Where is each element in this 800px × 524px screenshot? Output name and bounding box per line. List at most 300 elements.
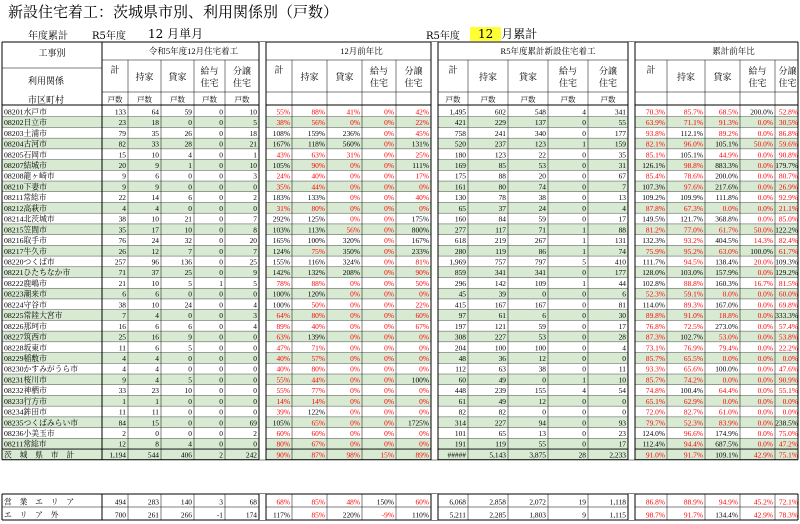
ratio-cell: 105.1% [715,139,738,149]
ratio-cell: 110% [412,510,429,520]
ratio-cell: 0% [350,278,360,288]
municipality-name: 08217牛久市 [4,246,47,256]
municipality-name: 08223潮来市 [4,289,47,299]
ratio-cell: 0.0% [757,364,773,374]
ratio-cell: 64% [276,311,290,321]
count-cell: 117 [495,225,506,235]
count-cell: 520 [454,139,466,149]
ratio-cell: 68.5% [718,107,738,117]
count-cell: 0 [188,364,192,374]
count-cell: 0 [188,429,192,439]
count-cell: 0 [253,182,257,192]
count-cell: 76 [118,236,126,246]
count-cell: 14 [151,193,159,203]
ratio-cell: 0% [384,139,394,149]
ratio-cell: 116% [308,257,325,267]
count-cell: 10 [151,150,159,160]
count-cell: 1 [582,375,586,385]
col-header-owned: 持家 [135,72,154,82]
count-cell: 169 [454,161,466,171]
col-header-employee: 住宅 [200,78,219,88]
count-cell: 61 [498,311,506,321]
count-cell: 54 [618,386,626,396]
count-cell: 26 [184,128,192,138]
ratio-cell: 93.8% [645,128,665,138]
ratio-cell: 98% [346,450,360,460]
count-cell: 81 [618,300,626,310]
ratio-cell: 65.6% [683,364,703,374]
ratio-cell: 0.0% [757,150,773,160]
ratio-cell: 78.3% [778,510,798,520]
ratio-cell: 82.4% [778,236,798,246]
ratio-cell: 72.1% [778,497,798,507]
ratio-cell: 0.0% [757,353,773,363]
ratio-cell: 91.7% [683,510,703,520]
count-cell: 0 [582,343,586,353]
ratio-cell: 90% [276,450,290,460]
count-cell: 219 [494,236,506,246]
count-cell: 22 [118,193,126,203]
count-cell: 0 [582,353,586,363]
count-cell: 340 [534,128,546,138]
count-cell: 0 [188,396,192,406]
ratio-cell: 87.8% [645,203,665,213]
ratio-cell: 0% [384,343,394,353]
ratio-cell: 0% [350,289,360,299]
count-cell: 55 [538,439,546,449]
count-cell: 0 [219,375,223,385]
count-cell: 18 [151,118,159,128]
ratio-cell: 60% [311,429,325,439]
col-header-rental: 貸家 [713,72,732,82]
ratio-cell: 126.1% [642,161,665,171]
count-cell: 4 [122,203,126,213]
ratio-cell: 122.2% [775,225,798,235]
ratio-cell: 47% [276,343,290,353]
count-cell: 0 [253,375,257,385]
count-cell: 24 [151,236,159,246]
count-cell: 602 [494,107,506,117]
ratio-cell: 71.1% [683,118,703,128]
ratio-cell: 150% [376,497,394,507]
count-cell: 0 [582,161,586,171]
ratio-cell: 0.0% [757,171,773,181]
count-cell: 49 [498,396,506,406]
ratio-cell: 100.4% [680,386,703,396]
ratio-cell: 102.8% [642,278,665,288]
count-cell: 242 [245,450,257,460]
ratio-cell: 0% [384,332,394,342]
count-cell: 10 [249,161,257,171]
count-cell: 59 [538,321,546,331]
ratio-cell: 25% [415,150,429,160]
count-cell: 136 [180,257,192,267]
count-cell: 0 [219,257,223,267]
count-cell: 6 [122,289,126,299]
ratio-cell: 45% [415,128,429,138]
ratio-cell: 52.3% [645,289,665,299]
count-cell: 0 [219,107,223,117]
group-gap [432,494,438,520]
count-cell: 10 [618,375,626,385]
count-cell: 37 [151,268,159,278]
ratio-cell: 121.7% [680,214,703,224]
municipality-name: 08210下妻市 [4,182,47,192]
ratio-cell: 0.0% [757,429,773,439]
month-label-left: 12 月単月 [148,27,204,41]
housing-starts-table [0,40,800,524]
ratio-cell: 118% [308,139,325,149]
ratio-cell: 20.0% [753,257,773,267]
ratio-cell: 91.7% [683,450,703,460]
ratio-cell: 41% [346,107,360,117]
count-cell: 82 [458,407,466,417]
col-header-sale: 住宅 [778,78,797,88]
ratio-cell: 0.0% [757,343,773,353]
ratio-cell: 80% [276,439,290,449]
count-cell: 239 [494,386,506,396]
count-cell: 22 [538,150,546,160]
ratio-cell: 55% [276,386,290,396]
count-cell: 0 [582,332,586,342]
ratio-cell: 103% [272,225,290,235]
count-cell: 1 [253,150,257,160]
count-cell: 3 [253,171,257,181]
ratio-cell: 30.5% [778,118,798,128]
count-cell: 10 [184,386,192,396]
ratio-cell: 87.3% [645,332,665,342]
ratio-cell: 22% [415,118,429,128]
count-cell: 5 [188,278,192,288]
count-cell: 121 [494,321,506,331]
ratio-cell: 560% [342,139,360,149]
ratio-cell: 91.0% [645,450,665,460]
count-cell: 0 [219,268,223,278]
count-cell: -1 [216,510,223,520]
count-cell: 0 [219,193,223,203]
count-cell: 1 [582,246,586,256]
ratio-cell: 0% [419,332,429,342]
count-cell: 55 [618,118,626,128]
count-cell: 241 [494,128,506,138]
count-cell: 16 [118,321,126,331]
ratio-cell: 109.9% [680,193,703,203]
count-cell: 0 [582,439,586,449]
ratio-cell: 200.0% [715,171,738,181]
ratio-cell: 292% [272,214,290,224]
ratio-cell: 0% [384,429,394,439]
ratio-cell: 138.4% [715,257,738,267]
ratio-cell: 52.3% [683,418,703,428]
ratio-cell: 100% [307,236,325,246]
ratio-cell: 24% [276,171,290,181]
count-cell: 0 [582,193,586,203]
count-cell: 65 [458,203,466,213]
count-cell: 0 [155,429,159,439]
municipality-name: 08229稲敷市 [4,353,47,363]
count-cell: 341 [494,268,506,278]
count-cell: 97 [458,311,466,321]
ratio-cell: 0% [350,118,360,128]
ratio-cell: 0% [384,150,394,160]
ratio-cell: 92.9% [778,193,798,203]
count-cell: 0 [188,418,192,428]
ratio-cell: 0% [384,225,394,235]
count-cell: 6 [155,321,159,331]
ratio-cell: 0.0% [757,418,773,428]
municipality-name: 08224守谷市 [4,300,47,310]
ratio-cell: 88.9% [683,497,703,507]
count-cell: 78 [498,193,506,203]
ratio-cell: 0.0% [757,311,773,321]
ratio-cell: 83.9% [718,418,738,428]
count-cell: 6 [188,321,192,331]
count-cell: 63 [498,364,506,374]
ratio-cell: 40% [276,353,290,363]
municipality-name: 08221ひたちなか市 [4,268,71,278]
count-cell: 0 [582,128,586,138]
ratio-cell: 105% [272,418,290,428]
col-header-municipality: 市区町村 [27,95,65,105]
col-header-sale: 分譲 [778,66,797,76]
count-cell: 16 [151,332,159,342]
municipality-name: 08232神栖市 [4,386,47,396]
ratio-cell: 0% [384,128,394,138]
count-cell: 11 [118,407,126,417]
count-cell: 10 [151,278,159,288]
ratio-cell: 0% [350,182,360,192]
group-gap [629,42,635,460]
ratio-cell: 94.5% [683,257,703,267]
ratio-cell: 57% [311,353,325,363]
unit-label: 戸数 [445,95,461,104]
ratio-cell: 0% [419,343,429,353]
ratio-cell: 100.0% [715,364,738,374]
col-header-usage: 利用関係 [27,76,65,86]
count-cell: 0 [219,321,223,331]
ratio-cell: 129.2% [775,268,798,278]
ratio-cell: 133% [307,193,325,203]
count-cell: 53 [538,161,546,171]
count-cell: 0 [219,386,223,396]
count-cell: 0 [582,396,586,406]
count-cell: 1 [219,278,223,288]
ratio-cell: 0% [384,118,394,128]
col-header-owned: 持家 [478,72,498,82]
count-cell: 197 [454,321,466,331]
municipality-name: 08231桜川市 [4,375,47,385]
count-cell: 59 [538,214,546,224]
count-cell: 0 [219,439,223,449]
municipality-name: 08212高萩市 [4,203,47,213]
count-cell: 20 [538,171,546,181]
count-cell: 11 [118,343,126,353]
unit-label: 戸数 [107,95,123,104]
ratio-cell: 175% [411,214,429,224]
count-cell: 0 [253,203,257,213]
count-cell: 0 [253,343,257,353]
ratio-cell: 57.4% [778,321,798,331]
count-cell: 93 [618,418,626,428]
month-label-right: 12 月累計 [470,25,537,42]
group-gap [629,494,635,520]
count-cell: 28 [578,450,586,460]
ratio-cell: 85.7% [645,375,665,385]
ratio-cell: 89% [415,450,429,460]
count-cell: 37 [498,203,506,213]
ratio-cell: 75.9% [645,246,665,256]
count-cell: 1 [155,396,159,406]
ratio-cell: 131% [411,139,429,149]
count-cell: 406 [180,450,192,460]
count-cell: 296 [454,278,466,288]
ratio-cell: 65.5% [683,353,703,363]
count-cell: 12 [151,246,159,256]
count-cell: 2,858 [489,497,506,507]
ratio-cell: 0% [384,268,394,278]
count-cell: 85 [498,161,506,171]
count-cell: 23 [151,386,159,396]
count-cell: 68 [249,497,257,507]
ratio-cell: 55% [276,375,290,385]
count-cell: 123 [534,139,546,149]
ratio-cell: 1725% [408,418,429,428]
ratio-cell: 60% [415,497,429,507]
ratio-cell: 52.8% [778,107,798,117]
count-cell: 119 [495,439,506,449]
count-cell: 20 [118,161,126,171]
ratio-cell: 63.9% [645,118,665,128]
col-header-owned: 持家 [300,72,319,82]
ratio-cell: 107.3% [642,182,665,192]
count-cell: 17 [151,225,159,235]
count-cell: 25 [118,332,126,342]
ratio-cell: 0% [384,311,394,321]
ratio-cell: 78.6% [683,171,703,181]
ratio-cell: 0.0% [757,321,773,331]
ratio-cell: 160.3% [715,278,738,288]
count-cell: 9 [122,182,126,192]
count-cell: 9 [122,171,126,181]
count-cell: 0 [622,353,626,363]
municipality-name: 08225常陸大宮市 [4,311,63,321]
count-cell: 1,969 [449,257,466,267]
ratio-cell: 93.3% [645,364,665,374]
count-cell: 0 [188,182,192,192]
count-cell: 1 [582,236,586,246]
count-cell: 100 [534,343,546,353]
count-cell: 21 [249,139,257,149]
col-header-sale: 分譲 [598,66,618,76]
group-header: 12月前年比 [340,46,383,56]
group-gap [260,494,266,520]
ratio-cell: 167% [272,139,290,149]
ratio-cell: 134.4% [715,510,738,520]
count-cell: 65 [498,429,506,439]
group-header: 累計前年比 [712,46,755,56]
ratio-cell: 77% [311,386,325,396]
count-cell: 23 [618,429,626,439]
ratio-cell: 0.0% [757,332,773,342]
ratio-cell: 0% [384,182,394,192]
ratio-cell: 55.1% [778,386,798,396]
count-cell: 13 [538,429,546,439]
fiscal-year-label-left: R5年度 [92,31,126,42]
count-cell: 4 [188,150,192,160]
ratio-cell: 114.0% [642,300,665,310]
ratio-cell: 800% [411,225,429,235]
count-cell: 1,115 [609,510,626,520]
ratio-cell: 69.8% [778,300,798,310]
count-cell: 25 [249,257,257,267]
count-cell: 1,495 [449,107,466,117]
ratio-cell: 44% [311,182,325,192]
ratio-cell: 0.0% [757,289,773,299]
ratio-cell: 91.0% [683,311,703,321]
ratio-cell: 15% [380,450,394,460]
count-cell: 0 [542,289,546,299]
count-cell: 0 [253,332,257,342]
count-cell: 10 [184,225,192,235]
count-cell: 3 [219,497,223,507]
count-cell: 0 [188,203,192,213]
count-cell: 0 [188,171,192,181]
count-cell: 17 [618,439,626,449]
count-cell: 448 [454,386,466,396]
ratio-cell: 89.8% [645,311,665,321]
count-cell: 0 [253,396,257,406]
ratio-cell: 0% [384,278,394,288]
count-cell: 7 [253,246,257,256]
ratio-cell: 0% [384,257,394,267]
municipality-name: 08220つくば市 [4,257,55,267]
count-cell: 23 [118,118,126,128]
ratio-cell: 50.0% [753,139,773,149]
count-cell: 266 [180,510,192,520]
col-header-employee: 給与 [369,66,389,76]
ratio-cell: 39% [276,407,290,417]
count-cell: 17 [618,321,626,331]
unit-label: 戸数 [480,95,496,104]
count-cell: 0 [582,321,586,331]
count-cell: 4 [155,311,159,321]
ratio-cell: 100.0% [750,246,773,256]
ratio-cell: 98.8% [683,161,703,171]
ratio-cell: 0% [384,289,394,299]
count-cell: 38 [538,364,546,374]
count-cell: 0 [622,396,626,406]
ratio-cell: 0% [350,171,360,181]
count-cell: 1 [188,161,192,171]
col-header-owned: 持家 [676,72,696,82]
ratio-cell: 0.0% [782,396,798,406]
count-cell: 5 [582,257,586,267]
count-cell: 5,211 [449,510,466,520]
municipality-name: 08203土浦市 [4,128,47,138]
ratio-cell: 0% [419,407,429,417]
ratio-cell: 149.5% [642,214,665,224]
count-cell: 1 [582,225,586,235]
count-cell: 6 [155,289,159,299]
group-gap [432,42,438,460]
ratio-cell: 81% [415,257,429,267]
ratio-cell: 0.0% [757,268,773,278]
count-cell: 112 [455,364,466,374]
ratio-cell: 174.9% [715,429,738,439]
ratio-cell: 85.7% [645,353,665,363]
count-cell: 0 [582,171,586,181]
count-cell: 5,143 [489,450,506,460]
